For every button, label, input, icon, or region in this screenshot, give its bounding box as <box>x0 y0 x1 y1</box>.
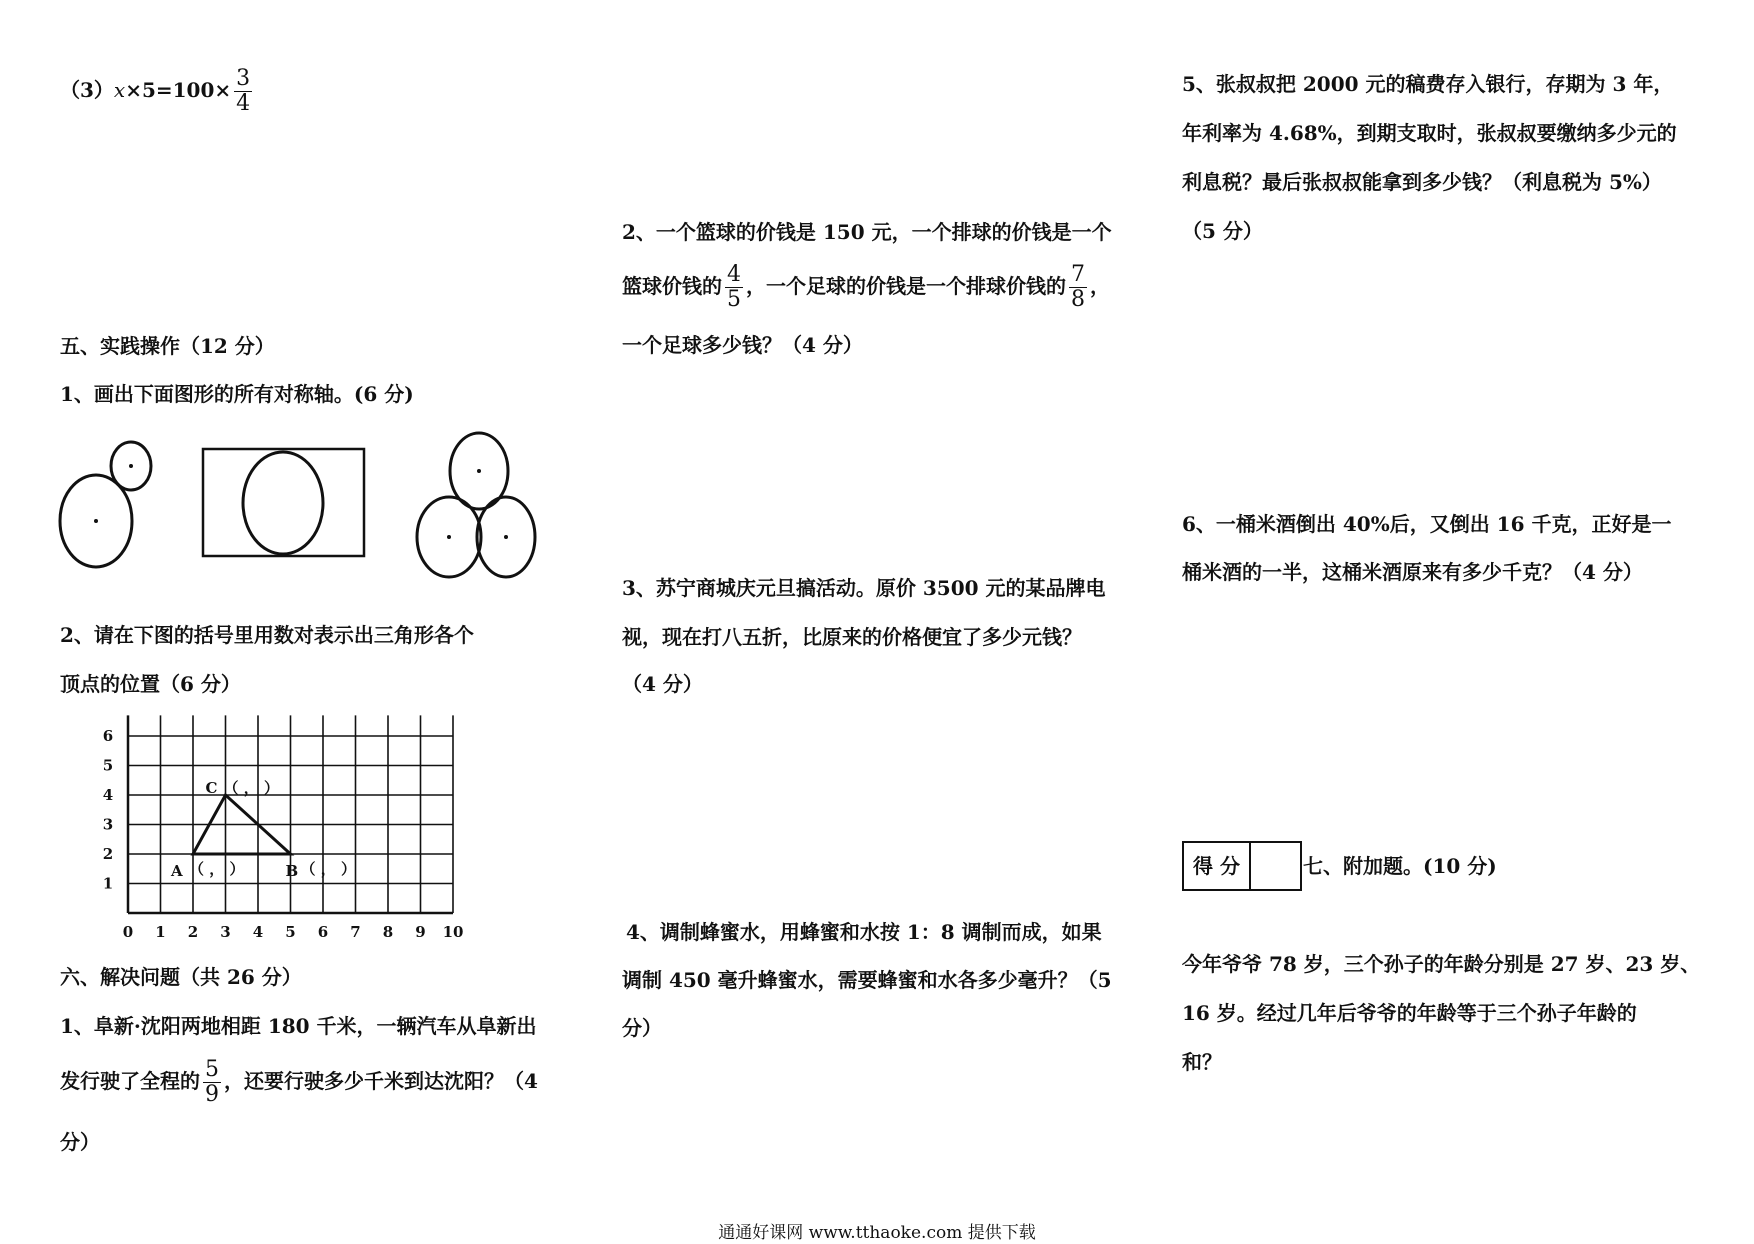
fraction-3-4: $\frac{3}{4}$ <box>236 66 251 116</box>
center-dot-top <box>477 469 481 473</box>
fraction-7-8: $\frac{7}{8}$ <box>1071 262 1085 312</box>
center-dot-small <box>129 464 133 468</box>
fraction-4-5: $\frac{4}{5}$ <box>727 262 741 312</box>
x-tick-label: 4 <box>252 923 264 941</box>
problem-3-line3: （4 分） <box>622 672 703 696</box>
y-tick-label: 2 <box>102 845 114 863</box>
bonus-problem-line2: 16 岁。经过几年后爷爷的年龄等于三个孙子年龄的 <box>1182 1001 1637 1025</box>
score-box <box>1182 841 1302 891</box>
section-5-title: 五、实践操作（12 分） <box>60 334 275 358</box>
center-dot-bottom-right <box>504 535 508 539</box>
problem-1-line2: 发行驶了全程的 $\frac{5}{9}$ ，还要行驶多少千米到达沈阳？（4 <box>60 1057 538 1107</box>
x-tick-label: 5 <box>285 923 296 941</box>
problem-1-line3: 分） <box>60 1130 100 1154</box>
problem-5-line4: （5 分） <box>1182 219 1263 243</box>
symmetry-figures <box>0 0 560 600</box>
x-tick-label: 6 <box>317 923 329 941</box>
problem-2-line2: 篮球价钱的 $\frac{4}{5}$ ，一个足球的价钱是一个排球价钱的 $\frac{7}{8}$ ， <box>622 262 1110 312</box>
problem-4-line1: 4、调制蜂蜜水，用蜂蜜和水按 1：8 调制而成，如果 <box>626 920 1102 944</box>
vertex-b-label: B <box>285 862 299 880</box>
center-dot-bottom-left <box>447 535 451 539</box>
x-tick-label: 0 <box>122 923 134 941</box>
score-label: 得 分 <box>1184 843 1251 889</box>
problem-4-line3: 分） <box>622 1016 662 1040</box>
center-dot-left <box>94 519 98 523</box>
x-tick-label: 9 <box>415 923 426 941</box>
y-tick-label: 5 <box>102 756 114 775</box>
problem-4-line2: 调制 450 毫升蜂蜜水，需要蜂蜜和水各多少毫升？（5 <box>622 968 1112 992</box>
y-tick-label: 3 <box>102 815 114 834</box>
problem-2-line3: 一个足球多少钱？（4 分） <box>622 333 863 357</box>
y-tick-label: 4 <box>102 786 114 804</box>
fraction-5-9: $\frac{5}{9}$ <box>205 1057 219 1107</box>
x-tick-label: 1 <box>155 923 166 941</box>
section-7-title: 七、附加题。(10 分) <box>1303 854 1497 878</box>
coordinate-question-line2: 顶点的位置（6 分） <box>60 672 241 696</box>
y-tick-label: 1 <box>102 874 114 893</box>
coordinate-question-line1: 2、请在下图的括号里用数对表示出三角形各个 <box>60 623 474 647</box>
x-tick-label: 8 <box>382 923 394 941</box>
x-tick-label: 10 <box>442 923 464 941</box>
vertex-c-label: C <box>205 779 218 797</box>
x-tick-label: 7 <box>350 923 361 941</box>
problem-5-line2: 年利率为 4.68%，到期支取时，张叔叔要缴纳多少元的 <box>1182 121 1677 145</box>
section-6-title: 六、解决问题（共 26 分） <box>60 965 302 989</box>
bonus-problem-line1: 今年爷爷 78 岁，三个孙子的年龄分别是 27 岁、23 岁、 <box>1182 952 1701 976</box>
problem-1-line1: 1、阜新·沈阳两地相距 180 千米，一辆汽车从阜新出 <box>60 1014 537 1038</box>
symmetry-question: 1、画出下面图形的所有对称轴。(6 分) <box>60 382 414 406</box>
rectangle-shape <box>203 449 364 556</box>
vertex-a-parentheses: （ ， ） <box>189 860 245 878</box>
vertex-b-parentheses: （ ， ） <box>300 860 356 878</box>
problem-5-line3: 利息税？最后张叔叔能拿到多少钱？（利息税为 5%） <box>1182 170 1662 194</box>
problem-5-line1: 5、张叔叔把 2000 元的稿费存入银行，存期为 3 年， <box>1182 72 1674 96</box>
coordinate-grid <box>90 700 490 945</box>
x-tick-label: 2 <box>187 923 199 941</box>
problem-2-line1: 2、一个篮球的价钱是 150 元，一个排球的价钱是一个 <box>622 220 1112 244</box>
problem-6-line1: 6、一桶米酒倒出 40%后，又倒出 16 千克，正好是一 <box>1182 512 1672 536</box>
equation-3: （3）x×5=100× $\frac{3}{4}$ <box>60 66 251 116</box>
vertex-c-parentheses: （ ， ） <box>223 779 279 797</box>
y-tick-label: 6 <box>102 727 114 745</box>
x-tick-label: 3 <box>220 923 231 941</box>
footer-credit: 通通好课网 www.tthaoke.com 提供下载 <box>718 1223 1036 1243</box>
problem-3-line1: 3、苏宁商城庆元旦搞活动。原价 3500 元的某品牌电 <box>622 576 1106 600</box>
ellipse-in-rectangle <box>243 452 323 554</box>
problem-3-line2: 视，现在打八五折，比原来的价格便宜了多少元钱？ <box>622 625 1082 649</box>
vertex-a-label: A <box>171 862 183 880</box>
problem-6-line2: 桶米酒的一半，这桶米酒原来有多少千克？（4 分） <box>1182 560 1643 584</box>
bonus-problem-line3: 和？ <box>1182 1050 1222 1074</box>
